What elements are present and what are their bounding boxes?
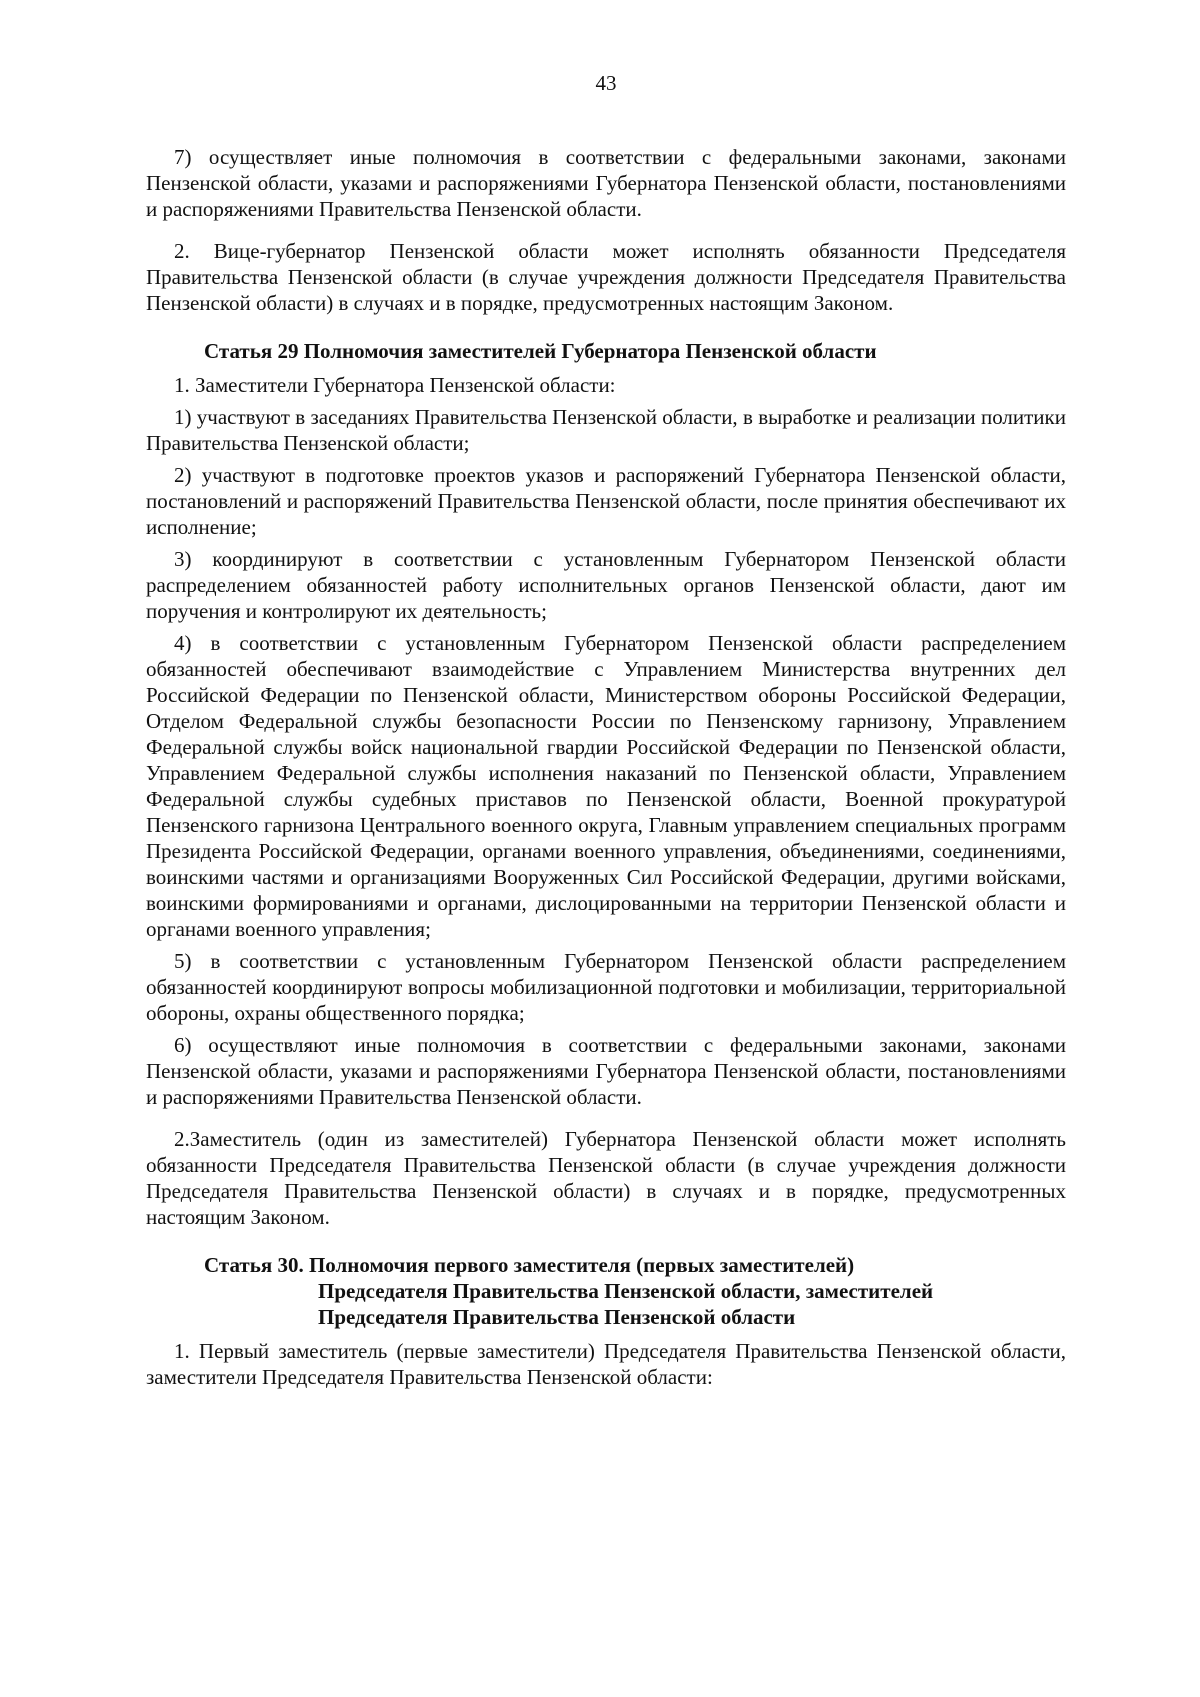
article-29-item-2: 2) участвуют в подготовке проектов указов и распоряжений Губернатора Пензенской области, постановлений и распоряжений Правительства Пензенской области, после принятия обеспечивают их исполнение; <box>146 463 1066 539</box>
article-29-intro: 1. Заместители Губернатора Пензенской области: <box>174 373 616 397</box>
paragraph-vice-governor: 2. Вице-губернатор Пензенской области может исполнять обязанности Председателя Правительства Пензенской области (в случае учреждения должности Председателя Правительства Пензенской области) в случаях и в порядке, предусмотренных настоящим Законом. <box>146 239 1066 315</box>
article-30-clause-1: 1. Первый заместитель (первые заместители) Председателя Правительства Пензенской области, заместители Председателя Правительства Пензенской области: <box>146 1339 1066 1389</box>
document-body <box>146 144 1066 1396</box>
article-30-heading-line-1: Статья 30. Полномочия первого заместителя (первых заместителей) <box>204 1253 855 1277</box>
article-29-item-4: 4) в соответствии с установленным Губернатором Пензенской области распределением обязанностей обеспечивают взаимодействие с Управлением Министерства внутренних дел Российской Федерации по Пензенской области, Министерством обороны Российской Федерации, Отделом Федеральной службы безопасности России по Пензенскому гарнизону, Управлением Федеральной службы войск национальной гвардии Российской Федерации по Пензенской области, Управлением Федеральной службы исполнения наказаний по Пензенской области, Управлением Федеральной службы судебных приставов по Пензенской области, Военной прокуратурой Пензенского гарнизона Центрального военного округа, Главным управлением специальных программ Президента Российской Федерации, органами военного управления, объединениями, соединениями, воинскими частями и организациями Вооруженных Сил Российской Федерации, другими войсками, воинскими формированиями и органами, дислоцированными на территории Пензенской области и органами военного управления; <box>146 631 1066 941</box>
paragraph-item-7: 7) осуществляет иные полномочия в соответствии с федеральными законами, законами Пензенской области, указами и распоряжениями Губернатора Пензенской области, постановлениями и распоряжениями Правительства Пензенской области. <box>146 145 1066 221</box>
article-30-heading-line-3: Председателя Правительства Пензенской области <box>318 1305 796 1329</box>
article-29-item-1: 1) участвуют в заседаниях Правительства Пензенской области, в выработке и реализации политики Правительства Пензенской области; <box>146 405 1066 455</box>
article-29-heading: Статья 29 Полномочия заместителей Губернатора Пензенской области <box>204 339 877 363</box>
article-29-item-6: 6) осуществляют иные полномочия в соответствии с федеральными законами, законами Пензенской области, указами и распоряжениями Губернатора Пензенской области, постановлениями и распоряжениями Правительства Пензенской области. <box>146 1033 1066 1109</box>
article-29-clause-2: 2.Заместитель (один из заместителей) Губернатора Пензенской области может исполнять обязанности Председателя Правительства Пензенской области (в случае учреждения должности Председателя Правительства Пензенской области) в случаях и в порядке, предусмотренных настоящим Законом. <box>146 1127 1066 1229</box>
article-30-heading <box>146 1252 1066 1330</box>
page-number: 43 <box>595 71 617 95</box>
article-29-item-3: 3) координируют в соответствии с установленным Губернатором Пензенской области распределением обязанностей работу исполнительных органов Пензенской области, дают им поручения и контролируют их деятельность; <box>146 547 1066 623</box>
article-30-heading-line-2: Председателя Правительства Пензенской области, заместителей <box>318 1279 934 1303</box>
article-29-item-5: 5) в соответствии с установленным Губернатором Пензенской области распределением обязанностей координируют вопросы мобилизационной подготовки и мобилизации, территориальной обороны, охраны общественного порядка; <box>146 949 1066 1025</box>
